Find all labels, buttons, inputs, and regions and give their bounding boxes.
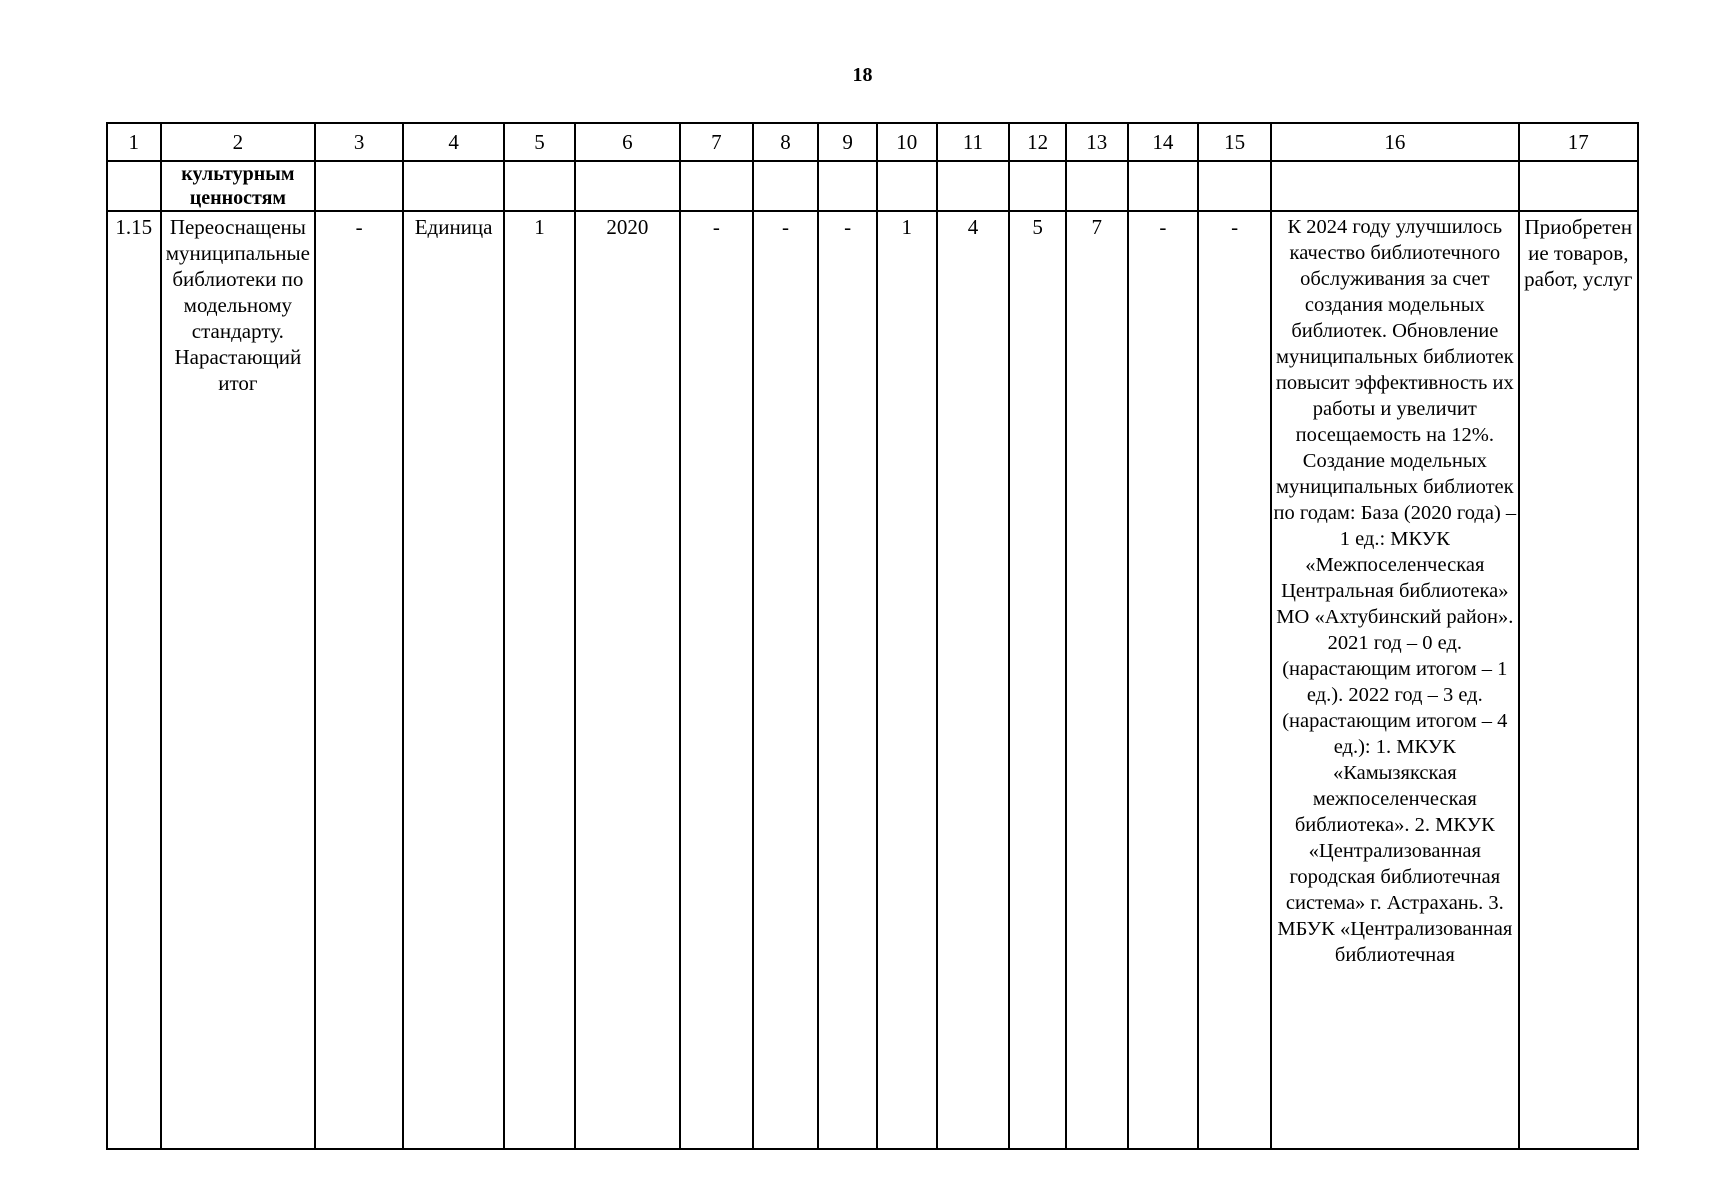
table-cell (1128, 161, 1199, 211)
row-number: 1.15 (107, 211, 161, 1149)
page-number: 18 (852, 64, 873, 86)
table-cell: - (753, 211, 819, 1149)
table-row (107, 211, 1638, 1149)
indicator-table (106, 122, 1639, 1150)
indicator-name: Переоснащены муниципальные библиотеки по модельному стандарту. Нарастающий итог (161, 211, 316, 1149)
table-cell: - (1198, 211, 1271, 1149)
table-cell: 5 (1009, 211, 1066, 1149)
header-cell: 2 (161, 123, 316, 161)
description-text: К 2024 году улучшилось качество библиотечного обслуживания за счет создания модельных библиотек. Обновление муниципальных библиотек повысит эффективность их работы и увеличит посещаемость на 12%. Создание модельных муниципальных библиотек по годам: База (2020 года) – 1 ед.: МКУК «Межпоселенческая Центральная библиотека» МО «Ахтубинский район». 2021 год – 0 ед. (нарастающим итогом – 1 ед.). 2022 год – 3 ед. (нарастающим итогом – 4 ед.): 1. МКУК «Камызякская межпоселенческая библиотека». 2. МКУК «Централизованная городская библиотечная система» г. Астрахань. 3. МБУК «Централизованная библиотечная (1273, 216, 1517, 966)
header-cell: 13 (1066, 123, 1128, 161)
table-cell (403, 161, 504, 211)
table-cell (1198, 161, 1271, 211)
table-cell (1271, 161, 1519, 211)
base-year: 2020 (575, 211, 680, 1149)
table-cell (818, 161, 877, 211)
header-cell: 7 (680, 123, 753, 161)
table-cell (107, 161, 161, 211)
continuation-row (107, 161, 1638, 211)
header-cell: 11 (937, 123, 1010, 161)
header-cell: 9 (818, 123, 877, 161)
table-cell (1066, 161, 1128, 211)
unit-of-measure: Единица (403, 211, 504, 1149)
table-cell (877, 161, 937, 211)
header-cell: 6 (575, 123, 680, 161)
table-cell (937, 161, 1010, 211)
header-cell: 1 (107, 123, 161, 161)
table-cell: 1 (877, 211, 937, 1149)
header-cell: 15 (1198, 123, 1271, 161)
table-cell: - (680, 211, 753, 1149)
header-cell: 16 (1271, 123, 1519, 161)
description-cell (1271, 211, 1519, 1149)
header-cell: 14 (1128, 123, 1199, 161)
activity-type: Приобретение товаров, работ, услуг (1519, 211, 1638, 1149)
base-value: 1 (504, 211, 575, 1149)
table-cell (1009, 161, 1066, 211)
header-cell: 5 (504, 123, 575, 161)
table-cell: 4 (937, 211, 1010, 1149)
header-row (107, 123, 1638, 161)
table-cell (575, 161, 680, 211)
header-cell: 3 (315, 123, 403, 161)
table-cell: - (315, 211, 403, 1149)
header-cell: 8 (753, 123, 819, 161)
table-cell: 7 (1066, 211, 1128, 1149)
indicator-name-continuation: культурным ценностям (161, 161, 316, 211)
table-cell (504, 161, 575, 211)
table-cell: - (1128, 211, 1199, 1149)
table-cell (1519, 161, 1638, 211)
header-cell: 10 (877, 123, 937, 161)
header-cell: 17 (1519, 123, 1638, 161)
table-cell: - (818, 211, 877, 1149)
table-cell (753, 161, 819, 211)
table-cell (680, 161, 753, 211)
header-cell: 12 (1009, 123, 1066, 161)
table-cell (315, 161, 403, 211)
header-cell: 4 (403, 123, 504, 161)
